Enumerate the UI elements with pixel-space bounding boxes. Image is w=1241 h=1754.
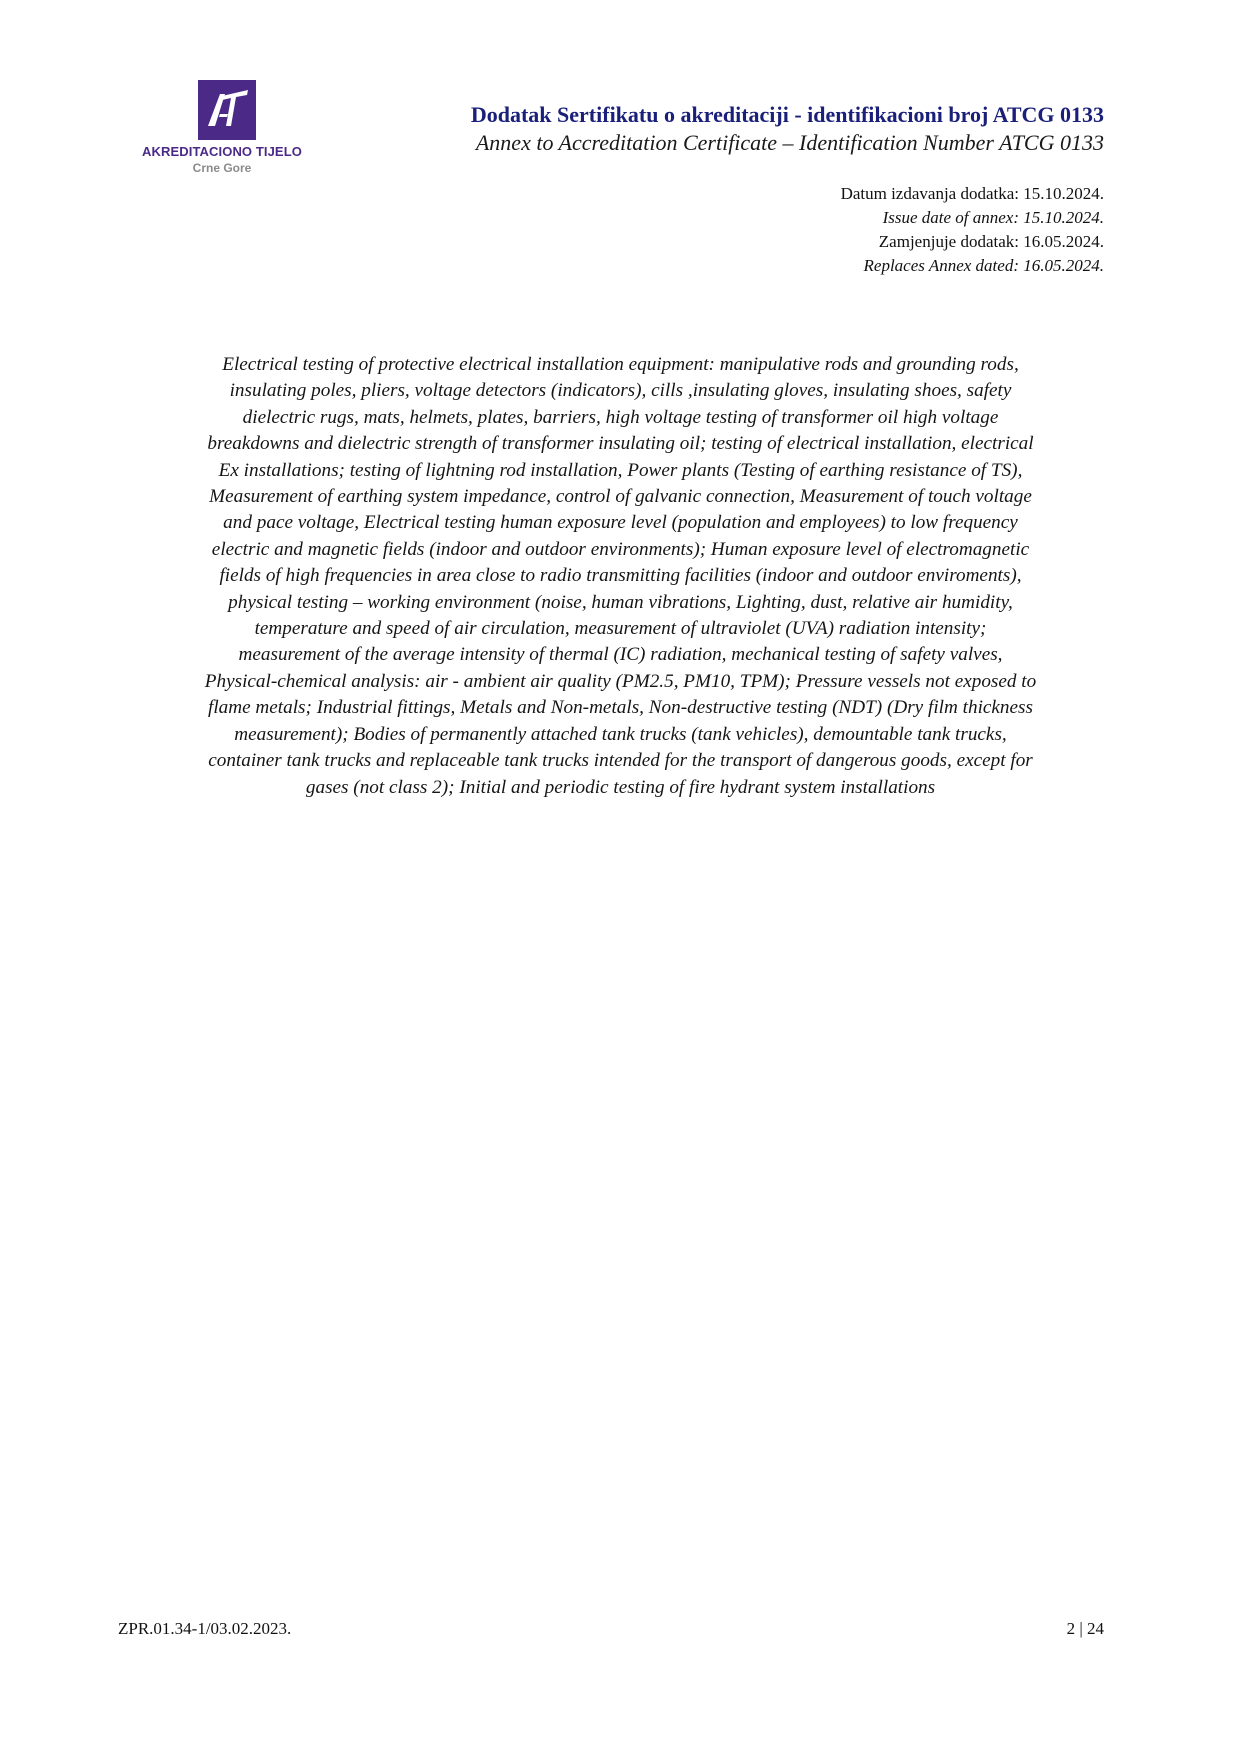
scope-line: fields of high frequencies in area close to radio transmitting facilities (indoor and outdoor enviroments), [219, 565, 1022, 587]
annex-subtitle: Annex to Accreditation Certificate – Identification Number ATCG 0133 [475, 130, 1104, 155]
accreditation-logo-icon [198, 80, 256, 140]
page-number: 2 | 24 [1066, 1619, 1104, 1638]
scope-line: measurement of the average intensity of thermal (IC) radiation, mechanical testing of safety valves, [238, 644, 1003, 666]
scope-line: Physical-chemical analysis: air - ambient air quality (PM2.5, PM10, TPM); Pressure vessels not exposed to [204, 670, 1037, 692]
scope-line: temperature and speed of air circulation, measurement of ultraviolet (UVA) radiation intensity; [254, 618, 987, 640]
scope-line: insulating poles, pliers, voltage detectors (indicators), cills ,insulating gloves, insulating shoes, safety [229, 380, 1012, 402]
scope-line: flame metals; Industrial fittings, Metals and Non-metals, Non-destructive testing (NDT) (Dry film thickness [208, 697, 1033, 719]
document-code: ZPR.01.34-1/03.02.2023. [118, 1619, 292, 1638]
scope-line: physical testing – working environment (noise, human vibrations, Lighting, dust, relative air humidity, [228, 591, 1013, 613]
logo-organization-name: AKREDITACIONO TIJELO [142, 144, 302, 159]
logo-country-name: Crne Gore [192, 161, 252, 175]
accreditation-scope [124, 352, 1117, 801]
scope-line: Measurement of earthing system impedance, control of galvanic connection, Measurement of touch voltage [209, 486, 1032, 508]
scope-line: container tank trucks and replaceable tank trucks intended for the transport of dangerous goods, except for [208, 750, 1033, 772]
annex-dates [841, 182, 1104, 278]
scope-line: electric and magnetic fields (indoor and outdoor environments); Human exposure level of electromagnetic [211, 538, 1030, 560]
scope-line: measurement); Bodies of permanently attached tank trucks (tank vehicles), demountable tank trucks, [234, 723, 1007, 745]
scope-line: Ex installations; testing of lightning rod installation, Power plants (Testing of earthing resistance of TS), [218, 459, 1023, 481]
issue-date-en: Issue date of annex: 15.10.2024. [882, 208, 1104, 227]
scope-line: and pace voltage, Electrical testing human exposure level (population and employees) to low frequency [223, 512, 1018, 534]
organization-logo [124, 80, 320, 180]
scope-line: Electrical testing of protective electrical installation equipment: manipulative rods and grounding rods, [222, 354, 1019, 375]
issue-date-local: Datum izdavanja dodatka: 15.10.2024. [840, 184, 1104, 203]
replaces-date-en: Replaces Annex dated: 16.05.2024. [863, 256, 1104, 275]
scope-line: gases (not class 2); Initial and periodic testing of fire hydrant system installations [305, 776, 936, 798]
scope-line: dielectric rugs, mats, helmets, plates, barriers, high voltage testing of transformer oil high voltage [242, 406, 999, 428]
annex-title: Dodatak Sertifikatu o akreditaciji - identifikacioni broj ATCG 0133 [470, 102, 1104, 127]
replaces-date-local: Zamjenjuje dodatak: 16.05.2024. [878, 232, 1104, 251]
scope-line: breakdowns and dielectric strength of transformer insulating oil; testing of electrical installation, electrical [207, 433, 1034, 455]
